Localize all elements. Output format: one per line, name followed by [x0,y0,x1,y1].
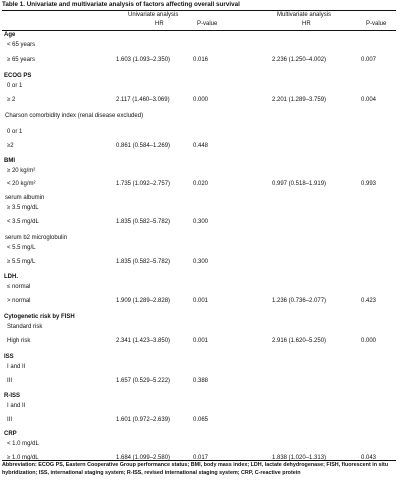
multivariate-pvalue-cell: 0.993 [361,181,377,187]
row-label: LDH. [4,274,18,280]
table-row [0,158,416,168]
table-row [0,181,416,191]
univariate-hr-cell: 1.835 (0.582–5.782) [116,259,171,265]
row-label: CRP [4,431,17,437]
table-row [0,168,416,178]
row-label: ≤ normal [7,284,31,290]
row-label: I and II [7,364,26,370]
row-label: 0 or 1 [7,83,23,89]
row-label: BMI [4,158,15,164]
table-row [0,431,416,441]
table-row [0,441,416,451]
univariate-hr-cell: 2.341 (1.423–3.850) [116,338,171,344]
row-label: ≥ 20 kg/m² [7,168,36,174]
table-row [0,205,416,215]
row-label: I and II [7,403,26,409]
table-row [0,219,416,229]
univariate-header: Univariate analysis [128,12,179,18]
table-row [0,73,416,83]
table-row [0,393,416,403]
table-row [0,83,416,93]
table-row [0,129,416,139]
row-label: Charson comorbidity index (renal disease excluded) [5,113,144,119]
univariate-pvalue-cell: 0.448 [193,143,209,149]
row-label: III [7,378,13,384]
multivariate-hr-cell: 1.236 (0.736–2.077) [272,298,327,304]
multivariate-hr-cell: 2.236 (1.250–4.002) [272,57,327,63]
table-row [0,324,416,334]
row-label: 0 or 1 [7,129,23,135]
table-row [0,143,416,153]
row-label: serum b2 microglobulin [5,235,68,241]
univariate-hr-cell: 1.657 (0.529–5.222) [116,378,171,384]
table-row [0,42,416,52]
row-label: Cytogenetic risk by FISH [4,314,75,320]
row-label: ≥2 [7,143,14,149]
table-row [0,195,416,205]
multivariate-pvalue-cell: 0.423 [361,298,377,304]
row-label: ≥ 3.5 mg/dL [7,205,39,211]
univariate-pvalue-cell: 0.388 [193,378,209,384]
row-label: Standard risk [7,324,43,330]
multivariate-pvalue-header: P-value [366,21,387,27]
row-label: ≥ 5.5 mg/L [7,259,36,265]
row-label: serum albumin [5,195,45,201]
table-row [0,378,416,388]
multivariate-pvalue-cell: 0.007 [361,57,377,63]
row-label: III [7,417,13,423]
univariate-hr-cell: 2.117 (1.460–3.069) [116,97,170,103]
univariate-pvalue-cell: 0.017 [193,455,209,461]
row-label: R-ISS [4,393,21,399]
row-label: Age [4,32,16,38]
multivariate-hr-header: HR [302,21,311,27]
univariate-pvalue-cell: 0.065 [193,417,209,423]
multivariate-pvalue-cell: 0.004 [361,97,377,103]
univariate-pvalue-cell: 0.300 [193,259,209,265]
header-rule [2,30,396,31]
table-title: Table 1. Univariate and multivariate analysis of factors affecting overall survival [2,1,240,8]
table-row [0,298,416,308]
table-row [0,364,416,374]
row-label: > normal [7,298,31,304]
table-row [0,403,416,413]
row-label: ISS [4,354,14,360]
univariate-pvalue-cell: 0.016 [193,57,209,63]
table-row [0,259,416,269]
table-row [0,284,416,294]
univariate-hr-cell: 0.861 (0.584–1.269) [116,143,171,149]
univariate-pvalue-cell: 0.020 [193,181,209,187]
multivariate-hr-cell: 2.916 (1.620–5.250) [272,338,327,344]
table-row [0,338,416,348]
table-row [0,354,416,364]
multivariate-pvalue-cell: 0.000 [361,338,377,344]
univariate-hr-cell: 1.735 (1.092–2.757) [116,181,171,187]
table-row [0,113,416,123]
table-row [0,245,416,255]
univariate-hr-cell: 1.601 (0.972–2.639) [116,417,171,423]
multivariate-header: Multivariate analysis [277,12,332,18]
multivariate-hr-cell: 0.997 (0.518–1.919) [272,181,327,187]
table-row [0,32,416,42]
row-label: < 5.5 mg/L [7,245,36,251]
univariate-hr-cell: 1.684 (1.099–2.580) [116,455,171,461]
row-label: < 1.0 mg/dL [7,441,39,447]
top-rule [2,10,396,11]
univariate-pvalue-cell: 0.000 [193,97,209,103]
univariate-hr-header: HR [155,21,164,27]
table-row [0,57,416,67]
univariate-hr-cell: 1.603 (1.093–2.350) [116,57,171,63]
row-label: High risk [7,338,31,344]
univariate-pvalue-header: P-value [197,21,218,27]
univariate-hr-cell: 1.909 (1.289–2.828) [116,298,171,304]
univariate-pvalue-cell: 0.001 [193,338,209,344]
table-row [0,417,416,427]
row-label: ≥ 1.0 mg/dL [7,455,39,461]
table-row [0,235,416,245]
table-row [0,274,416,284]
multivariate-hr-cell: 2.201 (1.289–3.759) [272,97,327,103]
row-label: ≥ 2 [7,97,16,103]
multivariate-hr-cell: 1.838 (1.020–1.313) [272,455,327,461]
table-row [0,97,416,107]
row-label: ≥ 65 years [7,57,35,63]
row-label: < 20 kg/m² [7,181,36,187]
univariate-pvalue-cell: 0.300 [193,219,209,225]
univariate-pvalue-cell: 0.001 [193,298,209,304]
univariate-hr-cell: 1.835 (0.582–5.782) [116,219,171,225]
bottom-rule [2,460,396,461]
row-label: ECOG PS [4,73,32,79]
row-label: < 3.5 mg/dL [7,219,39,225]
row-label: < 65 years [7,42,36,48]
multivariate-pvalue-cell: 0.043 [361,455,377,461]
table-row [0,314,416,324]
table-footnote: Abbreviation: ECOG PS, Eastern Cooperative Group performance status; BMI, body mass index; LDH, lactate dehydrogenase; FISH, fluorescent in situ hybridization; ISS, international staging system; R-ISS, revised international staging system; CRP, C-reactive protein [2,462,389,476]
